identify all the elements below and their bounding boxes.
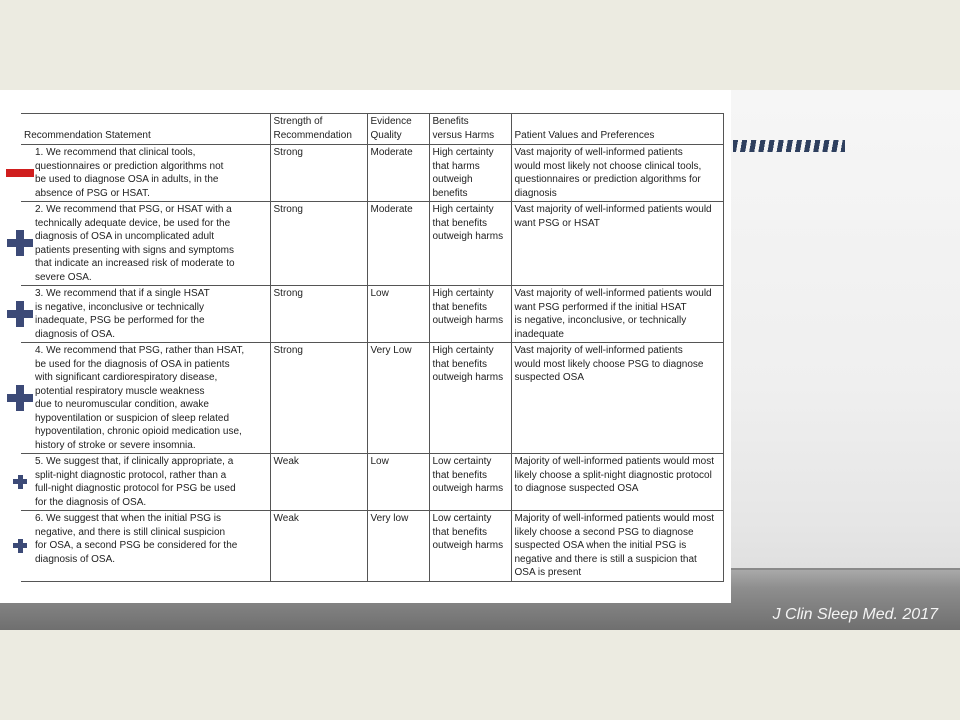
- cell-strength: Weak: [270, 454, 367, 511]
- cell-strength: Strong: [270, 202, 367, 286]
- cell-values: Majority of well-informed patients would most likely choose a split-night diagnostic protocol to diagnose suspected OSA: [511, 454, 723, 511]
- table-wrapper: [21, 113, 723, 582]
- header-benefits: Benefits versus Harms: [429, 114, 511, 145]
- recommendation-table: [21, 113, 724, 582]
- cell-recommendation: 6. We suggest that when the initial PSG is negative, and there is still clinical suspicion for OSA, a second PSG be considered for the diagnosis of OSA.: [21, 511, 270, 582]
- cell-benefits: Low certainty that benefits outweigh harms: [429, 454, 511, 511]
- citation: J Clin Sleep Med. 2017: [772, 606, 938, 623]
- cell-benefits: High certainty that benefits outweigh harms: [429, 202, 511, 286]
- cell-recommendation: 4. We recommend that PSG, rather than HSAT, be used for the diagnosis of OSA in patients with significant cardiorespiratory disease, potential respiratory muscle weakness due to neuromuscular condition, awake hypoventilation or suspicion of sleep related hypoventilation, chronic opioid medication use, history of stroke or severe insomnia.: [21, 343, 270, 454]
- table-row: [21, 145, 723, 202]
- cell-evidence: Low: [367, 454, 429, 511]
- cell-values: Majority of well-informed patients would most likely choose a second PSG to diagnose suspected OSA when the initial PSG is negative and there is still a suspicion that OSA is present: [511, 511, 723, 582]
- cell-strength: Strong: [270, 286, 367, 343]
- cell-evidence: Very Low: [367, 343, 429, 454]
- cell-strength: Strong: [270, 145, 367, 202]
- cell-benefits: Low certainty that benefits outweigh harms: [429, 511, 511, 582]
- cell-evidence: Low: [367, 286, 429, 343]
- cell-recommendation: 1. We recommend that clinical tools, questionnaires or prediction algorithms not be used to diagnose OSA in adults, in the absence of PSG or HSAT.: [21, 145, 270, 202]
- cell-benefits: High certainty that harms outweigh benefits: [429, 145, 511, 202]
- table-header-row: [21, 114, 723, 145]
- cell-evidence: Moderate: [367, 145, 429, 202]
- cell-values: Vast majority of well-informed patients would most likely not choose clinical tools, questionnaires or prediction algorithms for diagnosis: [511, 145, 723, 202]
- recommendation-table-card: [0, 90, 731, 603]
- cell-benefits: High certainty that benefits outweigh harms: [429, 286, 511, 343]
- cell-recommendation: 3. We recommend that if a single HSAT is negative, inconclusive or technically inadequate, PSG be performed for the diagnosis of OSA.: [21, 286, 270, 343]
- slide: [0, 90, 960, 630]
- cell-evidence: Very low: [367, 511, 429, 582]
- cell-values: Vast majority of well-informed patients would want PSG or HSAT: [511, 202, 723, 286]
- header-values: Patient Values and Preferences: [511, 114, 723, 145]
- cell-values: Vast majority of well-informed patients would want PSG performed if the initial HSAT is negative, inconclusive, or technically inadequate: [511, 286, 723, 343]
- cell-recommendation: 5. We suggest that, if clinically appropriate, a split-night diagnostic protocol, rather than a full-night diagnostic protocol for PSG be used for the diagnosis of OSA.: [21, 454, 270, 511]
- table-row: [21, 343, 723, 454]
- cell-strength: Weak: [270, 511, 367, 582]
- cell-recommendation: 2. We recommend that PSG, or HSAT with a technically adequate device, be used for the diagnosis of OSA in uncomplicated adult patients presenting with signs and symptoms that indicate an increased risk of moderate to severe OSA.: [21, 202, 270, 286]
- header-strength: Strength of Recommendation: [270, 114, 367, 145]
- table-row: [21, 511, 723, 582]
- table-row: [21, 454, 723, 511]
- cell-strength: Strong: [270, 343, 367, 454]
- table-row: [21, 202, 723, 286]
- header-recommendation: Recommendation Statement: [21, 114, 270, 145]
- cell-values: Vast majority of well-informed patients would most likely choose PSG to diagnose suspected OSA: [511, 343, 723, 454]
- table-row: [21, 286, 723, 343]
- cell-benefits: High certainty that benefits outweigh harms: [429, 343, 511, 454]
- header-evidence: Evidence Quality: [367, 114, 429, 145]
- decorative-dashes: [733, 140, 845, 152]
- cell-evidence: Moderate: [367, 202, 429, 286]
